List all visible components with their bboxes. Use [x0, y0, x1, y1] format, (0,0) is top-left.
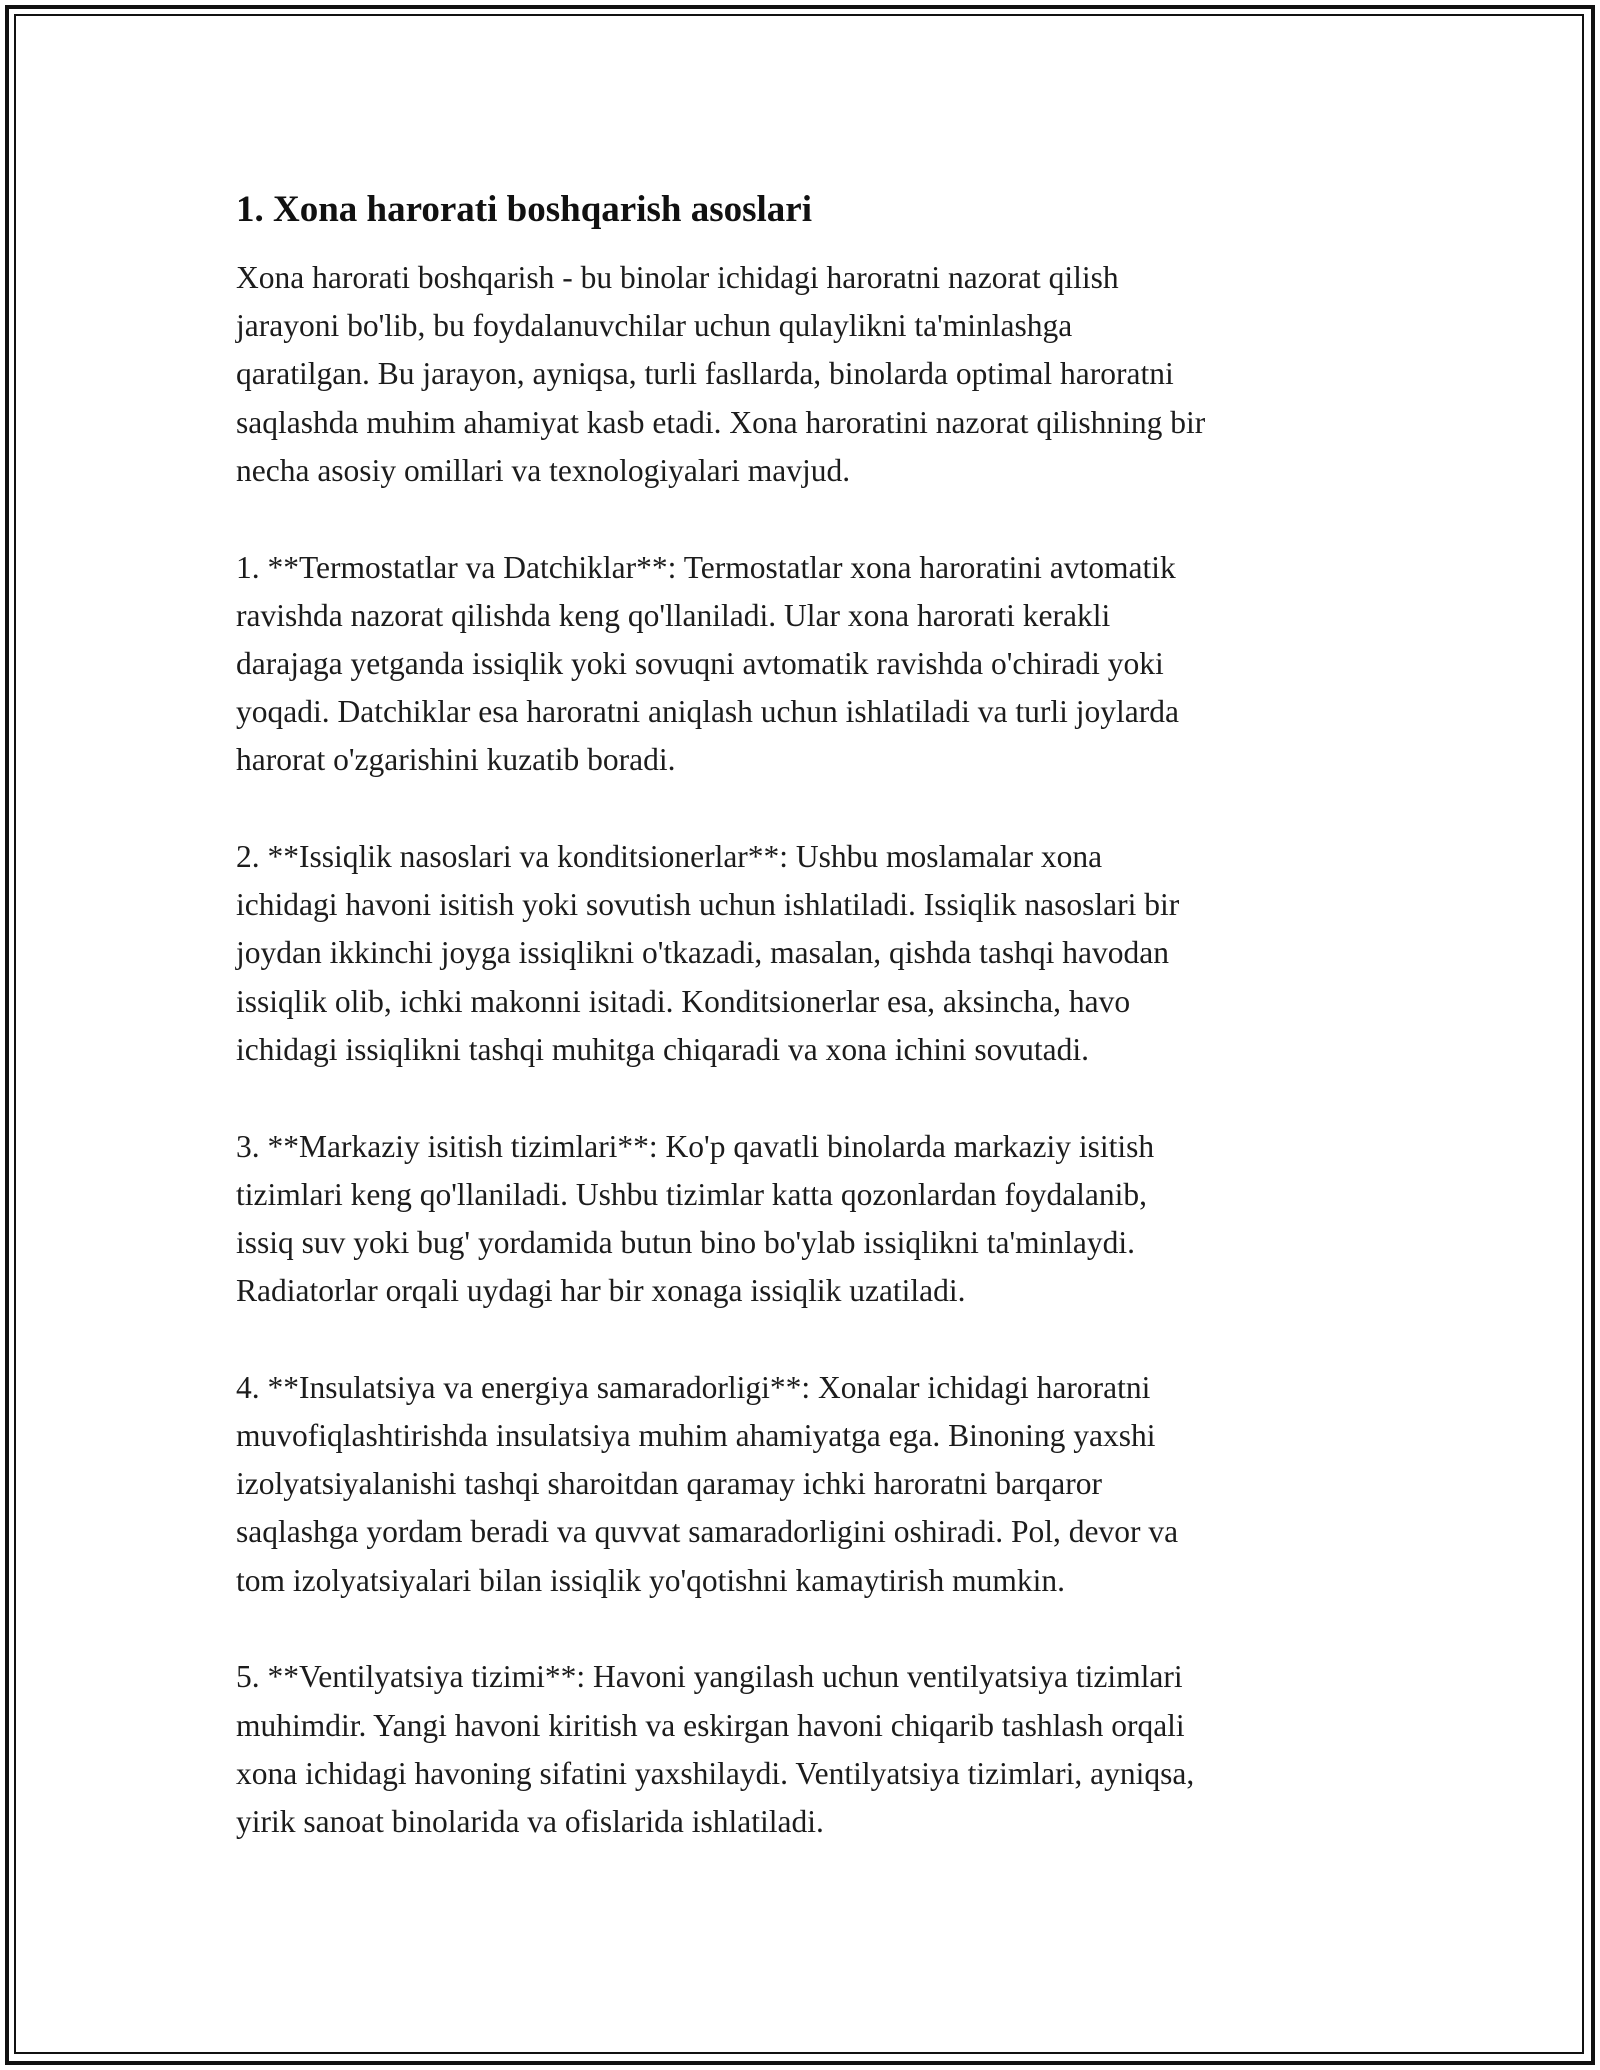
document-body — [236, 186, 1376, 1895]
text-line: Xona harorati boshqarish - bu binolar ichidagi haroratni nazorat qilish — [236, 260, 1119, 295]
text-line: darajaga yetganda issiqlik yoki sovuqni avtomatik ravishda o'chiradi yoki — [236, 645, 1164, 681]
section-central-heating — [236, 1123, 1376, 1316]
text-line: saqlashda muhim ahamiyat kasb etadi. Xona haroratini nazorat qilishning bir — [236, 404, 1206, 440]
text-line: saqlashga yordam beradi va quvvat samaradorligini oshiradi. Pol, devor va — [236, 1514, 1179, 1550]
intro-paragraph — [236, 254, 1376, 495]
text-line: muhimdir. Yangi havoni kiritish va eskirgan havoni chiqarib tashlash orqali — [236, 1707, 1185, 1743]
text-line: muvofiqlashtirishda insulatsiya muhim ahamiyatga ega. Binoning yaxshi — [236, 1418, 1156, 1454]
text-line: harorat o'zgarishini kuzatib boradi. — [236, 742, 676, 778]
text-line: issiq suv yoki bug' yordamida butun bino bo'ylab issiqlikni ta'minlaydi. — [236, 1224, 1135, 1260]
text-line: tom izolyatsiyalari bilan issiqlik yo'qotishni kamaytirish mumkin. — [236, 1562, 1065, 1598]
text-line: issiqlik olib, ichki makonni isitadi. Konditsionerlar esa, aksincha, havo — [236, 983, 1131, 1019]
text-line: jarayoni bo'lib, bu foydalanuvchilar uchun qulaylikni ta'minlashga — [236, 308, 1073, 344]
text-line: 5. **Ventilyatsiya tizimi**: Havoni yangilash uchun ventilyatsiya tizimlari — [236, 1659, 1183, 1695]
document-title: 1. Xona harorati boshqarish asoslari — [236, 189, 812, 230]
text-line: yoqadi. Datchiklar esa haroratni aniqlash uchun ishlatiladi va turli joylarda — [236, 694, 1179, 730]
text-line: yirik sanoat binolarida va ofislarida ishlatiladi. — [236, 1803, 824, 1839]
text-line: ravishda nazorat qilishda keng qo'llaniladi. Ular xona harorati kerakli — [236, 597, 1111, 633]
text-line: joydan ikkinchi joyga issiqlikni o'tkazadi, masalan, qishda tashqi havodan — [236, 935, 1170, 971]
text-line: 2. **Issiqlik nasoslari va konditsionerlar**: Ushbu moslamalar xona — [236, 839, 1103, 875]
text-line: izolyatsiyalanishi tashqi sharoitdan qaramay ichki haroratni barqaror — [236, 1466, 1102, 1502]
text-line: ichidagi issiqlikni tashqi muhitga chiqaradi va xona ichini sovutadi. — [236, 1031, 1089, 1067]
section-thermostats — [236, 544, 1376, 785]
text-line: necha asosiy omillari va texnologiyalari mavjud. — [236, 452, 851, 488]
text-line: tizimlari keng qo'llaniladi. Ushbu tizimlar katta qozonlardan foydalanib, — [236, 1176, 1148, 1212]
section-ventilation — [236, 1653, 1376, 1846]
text-line: 3. **Markaziy isitish tizimlari**: Ko'p qavatli binolarda markaziy isitish — [236, 1128, 1155, 1164]
text-line: 1. **Termostatlar va Datchiklar**: Termostatlar xona haroratini avtomatik — [236, 549, 1176, 585]
section-insulation — [236, 1364, 1376, 1605]
text-line: Radiatorlar orqali uydagi har bir xonaga issiqlik uzatiladi. — [236, 1273, 966, 1309]
text-line: 4. **Insulatsiya va energiya samaradorligi**: Xonalar ichidagi haroratni — [236, 1369, 1151, 1405]
text-line: qaratilgan. Bu jarayon, ayniqsa, turli fasllarda, binolarda optimal haroratni — [236, 356, 1174, 392]
section-heat-pumps — [236, 833, 1376, 1074]
text-line: xona ichidagi havoning sifatini yaxshilaydi. Ventilyatsiya tizimlari, ayniqsa, — [236, 1755, 1195, 1791]
text-line: ichidagi havoni isitish yoki sovutish uchun ishlatiladi. Issiqlik nasoslari bir — [236, 887, 1180, 923]
